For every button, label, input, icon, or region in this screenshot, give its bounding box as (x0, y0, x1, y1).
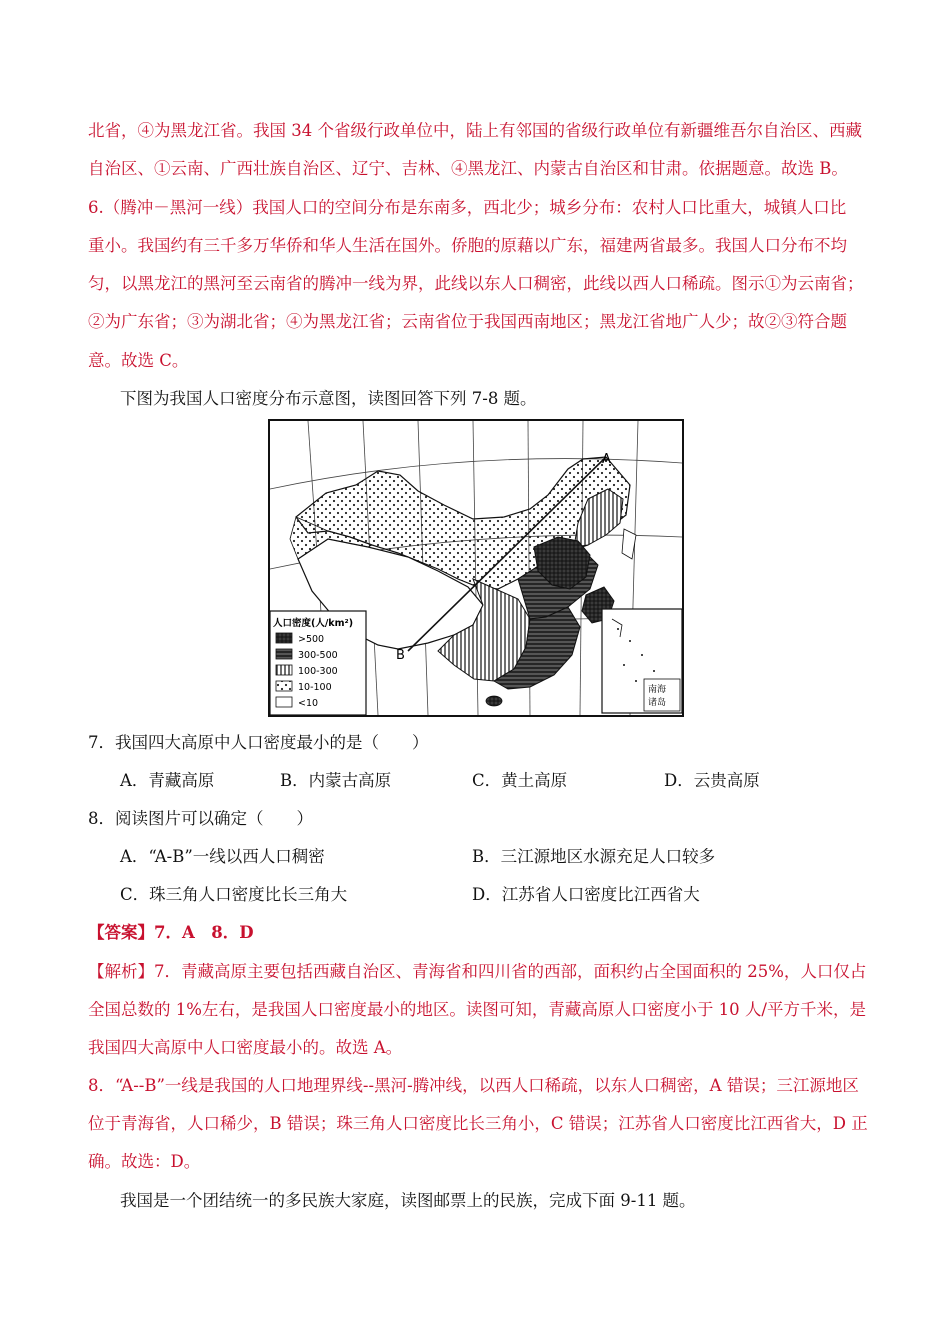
question-intro: 下图为我国人口密度分布示意图，读图回答下列 7-8 题。 (120, 389, 537, 408)
question-stem: 7．我国四大高原中人口密度最小的是（ ） (88, 733, 429, 752)
inset-label: 南海 (648, 685, 667, 695)
legend-item: 300-500 (298, 650, 338, 661)
answer-text-line: 匀，以黑龙江的黑河至云南省的腾冲一线为界，此线以东人口稠密，此线以西人口稀疏。图示①为云南省； (88, 274, 864, 293)
answer-key: 【答案】7．A 8．D (88, 923, 254, 942)
map-legend (270, 611, 366, 715)
analysis-line: 【解析】7．青藏高原主要包括西藏自治区、青海省和四川省的西部，面积约占全国面积的 25%，人口仅占 (88, 962, 867, 981)
answer-text-line: 意。故选 C。 (88, 351, 189, 370)
option-d: D．江苏省人口密度比江西省大 (472, 885, 700, 904)
option-c: C．珠三角人口密度比长三角大 (120, 885, 348, 904)
analysis-line: 全国总数的 1%左右，是我国人口密度最小的地区。读图可知，青藏高原人口密度小于 10 人/平方千米，是 (88, 1000, 866, 1019)
option-d: D．云贵高原 (664, 771, 760, 790)
legend-item: 10-100 (298, 682, 332, 693)
legend-item: >500 (298, 634, 325, 645)
analysis-line: 确。故选：D。 (88, 1152, 201, 1171)
option-c: C．黄土高原 (472, 771, 568, 790)
line-label-a: A (602, 452, 611, 467)
answer-text-line: 6.（腾冲－黑河一线）我国人口的空间分布是东南多，西北少；城乡分布：农村人口比重大，城镇人口比 (88, 198, 847, 217)
legend-title: 人口密度(人/km²) (273, 618, 354, 629)
legend-item: 100-300 (298, 666, 338, 677)
analysis-line: 我国四大高原中人口密度最小的。故选 A。 (88, 1038, 403, 1057)
population-density-map (268, 419, 684, 717)
question-intro: 我国是一个团结统一的多民族大家庭，读图邮票上的民族，完成下面 9-11 题。 (120, 1191, 696, 1210)
answer-text-line: 自治区、①云南、广西壮族自治区、辽宁、吉林、④黑龙江、内蒙古自治区和甘肃。依据题意。故选 B。 (88, 159, 848, 178)
analysis-line: 位于青海省，人口稀少，B 错误；珠三角人口密度比长三角小，C 错误；江苏省人口密度比江西省大，D 正 (88, 1114, 868, 1133)
option-a: A．青藏高原 (120, 771, 215, 790)
option-a: A．“A-B”一线以西人口稠密 (120, 847, 325, 866)
option-b: B．三江源地区水源充足人口较多 (472, 847, 716, 866)
line-label-b: B (396, 648, 405, 663)
question-stem: 8．阅读图片可以确定（ ） (88, 809, 313, 828)
answer-text-line: ②为广东省；③为湖北省；④为黑龙江省；云南省位于我国西南地区；黑龙江省地广人少；故②③符合题 (88, 312, 847, 331)
inset-label: 诸岛 (648, 698, 667, 708)
option-b: B．内蒙古高原 (280, 771, 392, 790)
analysis-line: 8．“A--B”一线是我国的人口地理界线--黑河-腾冲线，以西人口稀疏，以东人口稠密，A 错误；三江源地区 (88, 1076, 859, 1095)
answer-text-line: 北省，④为黑龙江省。我国 34 个省级行政单位中，陆上有邻国的省级行政单位有新疆维吾尔自治区、西藏 (88, 121, 862, 140)
legend-item: <10 (298, 698, 319, 709)
answer-text-line: 重小。我国约有三千多万华侨和华人生活在国外。侨胞的原藉以广东，福建两省最多。我国人口分布不均 (88, 236, 847, 255)
